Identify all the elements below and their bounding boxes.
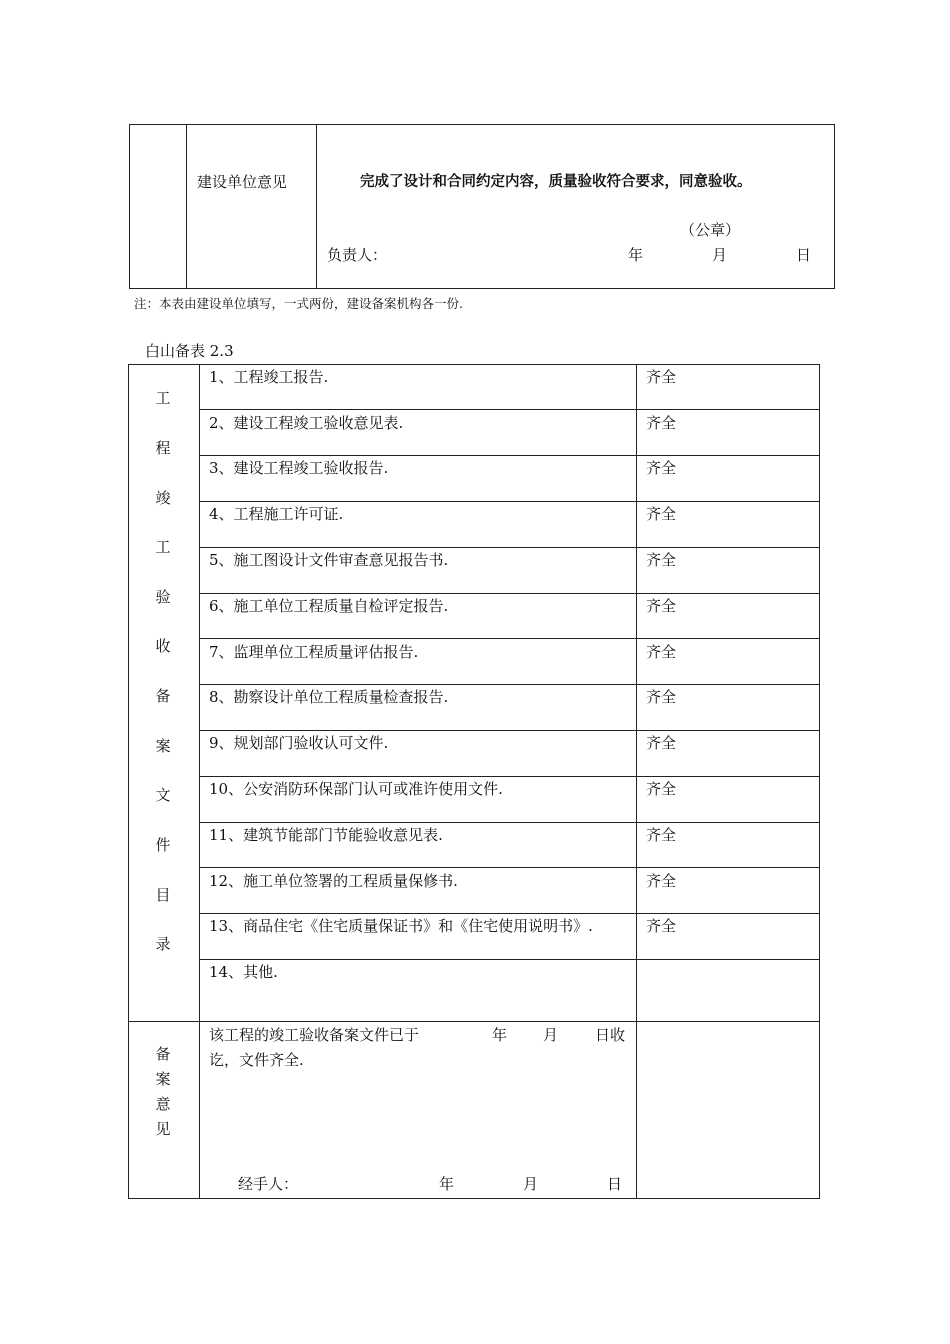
document-item: 2、建设工程竣工验收意见表. [209, 414, 404, 432]
opinion-label-char: 意 [155, 1095, 171, 1113]
document-item: 5、施工图设计文件审查意见报告书. [209, 551, 449, 569]
document-item: 12、施工单位签署的工程质量保修书. [209, 872, 458, 890]
row-label-construction-opinion: 建设单位意见 [197, 173, 288, 191]
opinion-label-char: 见 [155, 1120, 171, 1138]
document-status: 齐全 [646, 826, 677, 844]
filing-year-label: 年 [492, 1026, 508, 1044]
side-title-char: 竣 [155, 489, 171, 507]
document-item: 13、商品住宅《住宅质量保证书》和《住宅使用说明书》. [209, 917, 593, 935]
document-status: 齐全 [646, 780, 677, 798]
side-title-char: 录 [155, 935, 171, 953]
filing-day-label: 日收 [595, 1026, 626, 1044]
side-title-char: 程 [155, 439, 171, 457]
document-item: 4、工程施工许可证. [209, 505, 344, 523]
side-title-char: 验 [155, 588, 171, 606]
document-status: 齐全 [646, 688, 677, 706]
document-status: 齐全 [646, 872, 677, 890]
document-status: 齐全 [646, 414, 677, 432]
document-item: 8、勘察设计单位工程质量检查报告. [209, 688, 449, 706]
side-title-char: 收 [155, 637, 171, 655]
document-status: 齐全 [646, 551, 677, 569]
handler-year-label: 年 [439, 1175, 455, 1193]
document-status: 齐全 [646, 368, 677, 386]
seal-label: （公章） [680, 221, 741, 239]
document-item: 6、施工单位工程质量自检评定报告. [209, 597, 449, 615]
construction-opinion-text: 完成了设计和合同约定内容，质量验收符合要求，同意验收。 [360, 174, 752, 190]
opinion-label-char: 备 [155, 1045, 171, 1063]
table-note: 注：本表由建设单位填写，一式两份，建设备案机构各一份. [134, 296, 463, 311]
filing-opinion-text-line2: 讫，文件齐全. [209, 1051, 304, 1069]
document-item: 7、监理单位工程质量评估报告. [209, 643, 419, 661]
document-item: 3、建设工程竣工验收报告. [209, 459, 389, 477]
date-year-label: 年 [628, 246, 644, 264]
opinion-label-char: 案 [155, 1070, 171, 1088]
side-title-char: 文 [155, 786, 171, 804]
document-item: 9、规划部门验收认可文件. [209, 734, 389, 752]
side-title-char: 工 [155, 389, 171, 407]
document-item: 1、工程竣工报告. [209, 368, 329, 386]
document-item: 11、建筑节能部门节能验收意见表. [209, 826, 443, 844]
handler-month-label: 月 [523, 1175, 539, 1193]
side-title-char: 件 [155, 836, 171, 854]
side-title-char: 目 [155, 886, 171, 904]
document-status: 齐全 [646, 505, 677, 523]
filing-opinion-text: 该工程的竣工验收备案文件已于 [209, 1026, 420, 1044]
handler-day-label: 日 [607, 1175, 623, 1193]
document-item: 10、公安消防环保部门认可或准许使用文件. [209, 780, 503, 798]
date-day-label: 日 [796, 246, 812, 264]
document-status: 齐全 [646, 597, 677, 615]
side-title-char: 工 [155, 538, 171, 556]
document-item: 14、其他. [209, 963, 278, 981]
side-title-char: 案 [155, 737, 171, 755]
form-code: 白山备表 2.3 [145, 342, 234, 360]
side-title-char: 备 [155, 687, 171, 705]
handler-label: 经手人： [238, 1175, 299, 1193]
filing-month-label: 月 [543, 1026, 559, 1044]
document-status: 齐全 [646, 643, 677, 661]
signer-label: 负责人： [327, 246, 388, 264]
document-status: 齐全 [646, 917, 677, 935]
date-month-label: 月 [712, 246, 728, 264]
document-status: 齐全 [646, 734, 677, 752]
document-status: 齐全 [646, 459, 677, 477]
